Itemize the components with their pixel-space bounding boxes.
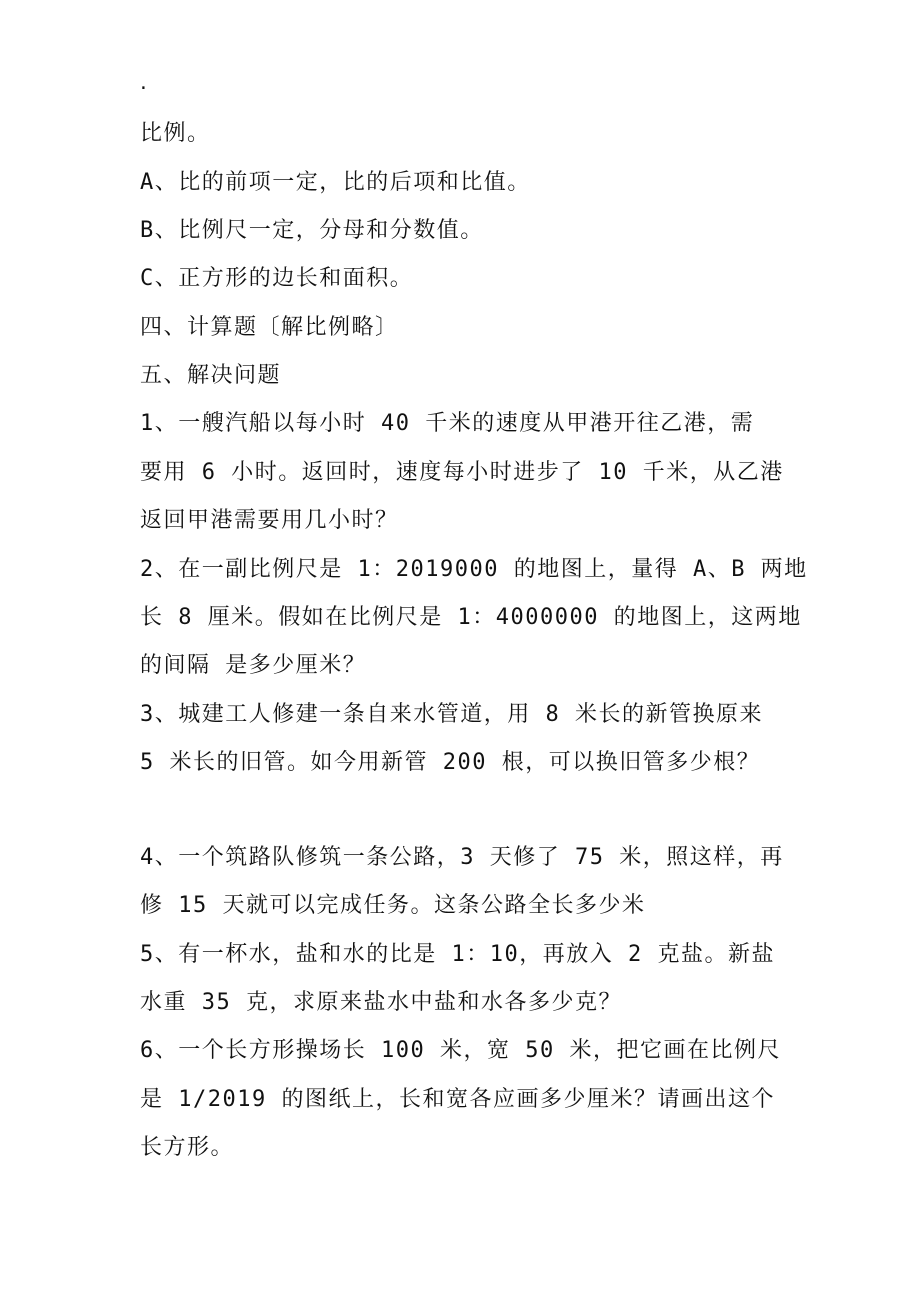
text-line: 5、有一杯水，盐和水的比是 1：10，再放入 2 克盐。新盐 xyxy=(140,942,775,967)
text-line: 长方形。 xyxy=(140,1135,235,1160)
text-line: 2、在一副比例尺是 1：2019000 的地图上，量得 A、B 两地 xyxy=(140,557,808,582)
text-line: 水重 35 克，求原来盐水中盐和水各多少克？ xyxy=(140,990,622,1015)
text-line: 1、一艘汽船以每小时 40 千米的速度从甲港开往乙港，需 xyxy=(140,411,755,436)
text-line: 5 米长的旧管。如今用新管 200 根，可以换旧管多少根？ xyxy=(140,750,761,775)
text-line: 要用 6 小时。返回时，速度每小时进步了 10 千米，从乙港 xyxy=(140,460,784,485)
text-line: C、正方形的边长和面积。 xyxy=(140,266,414,291)
section-heading: 四、计算题〔解比例略〕 xyxy=(140,315,399,340)
text-line: B、比例尺一定，分母和分数值。 xyxy=(140,218,484,243)
section-heading: 五、解决问题 xyxy=(140,363,282,388)
text-line: 4、一个筑路队修筑一条公路，3 天修了 75 米，照这样，再 xyxy=(140,845,784,870)
text-line: 3、城建工人修建一条自来水管道，用 8 米长的新管换原来 xyxy=(140,702,763,727)
text-line: 比例。 xyxy=(140,121,211,146)
text-line: 长 8 厘米。假如在比例尺是 1：4000000 的地图上，这两地 xyxy=(140,605,802,630)
text-line: 的间隔 是多少厘米？ xyxy=(140,653,367,678)
text-line: 修 15 天就可以完成任务。这条公路全长多少米 xyxy=(140,893,646,918)
text-line: 是 1/2019 的图纸上，长和宽各应画多少厘米？请画出这个 xyxy=(140,1087,775,1112)
text-line: A、比的前项一定，比的后项和比值。 xyxy=(140,170,531,195)
text-line: 返回甲港需要用几小时？ xyxy=(140,508,399,533)
text-line: 6、一个长方形操场长 100 米，宽 50 米，把它画在比例尺 xyxy=(140,1038,781,1063)
page-marker: . xyxy=(138,73,149,94)
